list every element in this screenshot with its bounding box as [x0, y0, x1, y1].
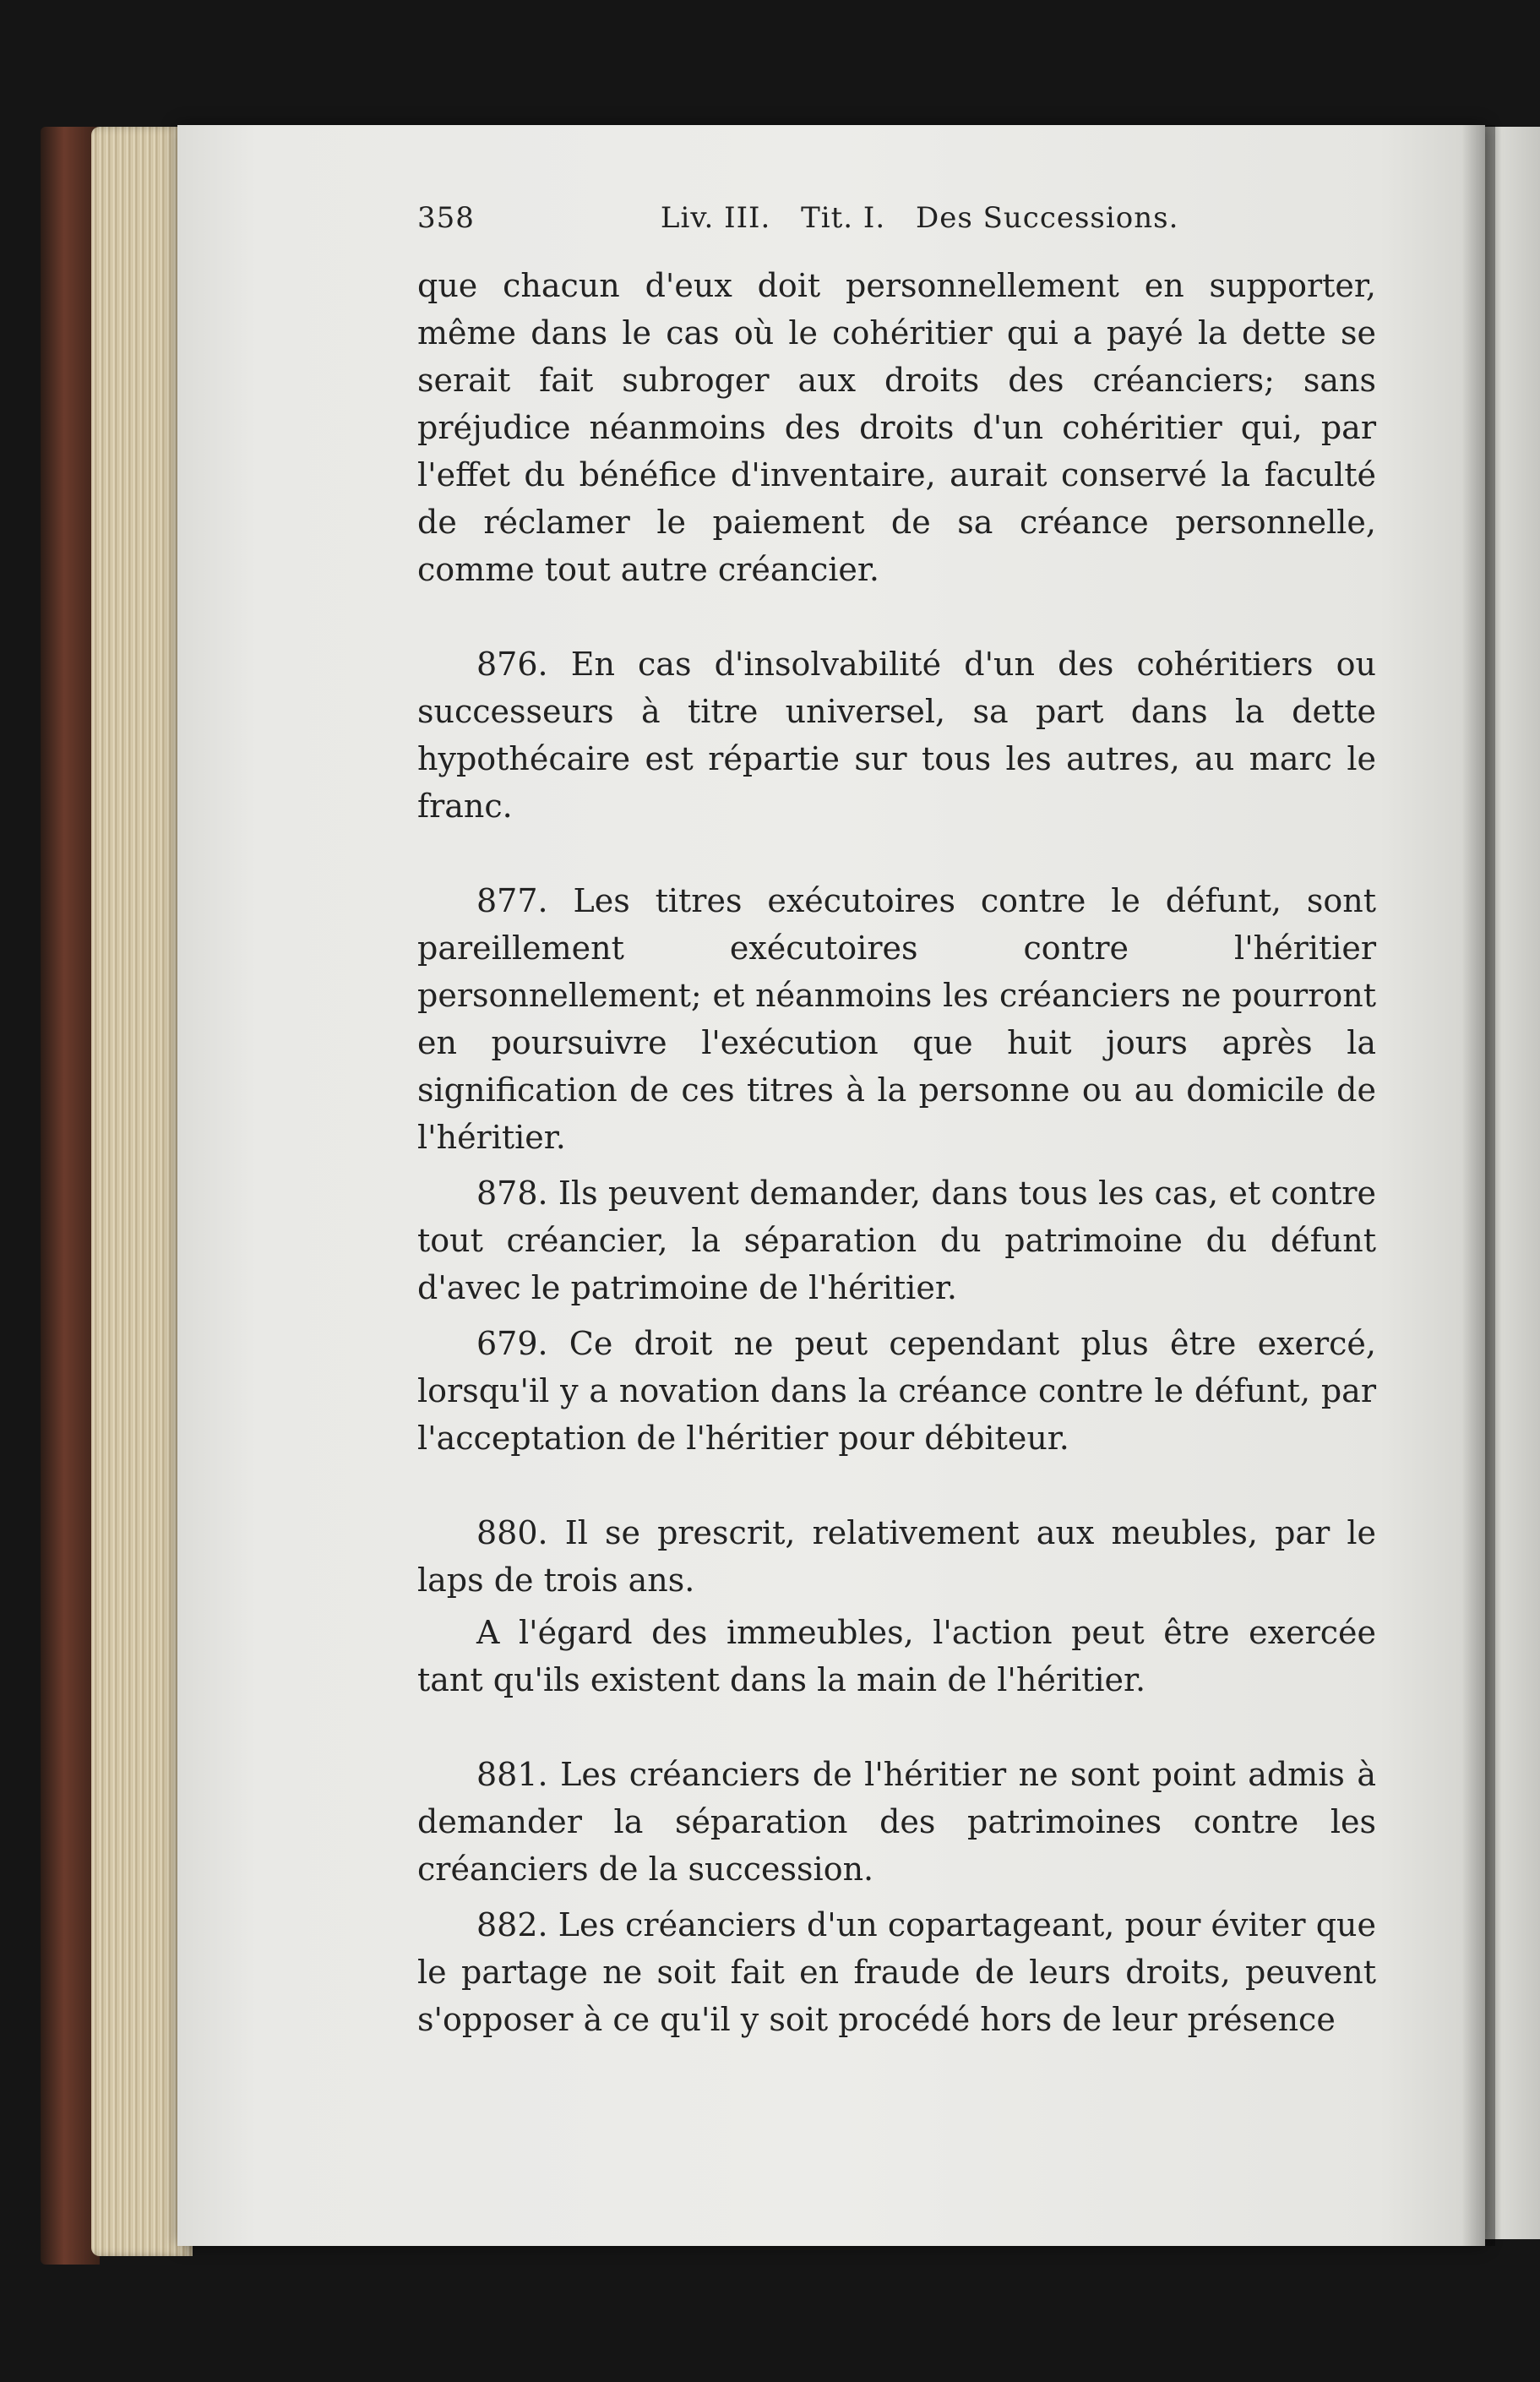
- gutter-shadow: [1461, 125, 1495, 2246]
- article-876: 876. En cas d'insolvabilité d'un des cohéritiers ou successeurs à titre universel, sa part dans la dette hypothécaire est répartie sur tous les autres, au marc le franc.: [417, 646, 1376, 825]
- article-881: 881. Les créanciers de l'héritier ne sont point admis à demander la séparation des patrimoines contre les créanciers de la succession.: [417, 1756, 1376, 1888]
- article-880: 880. Il se prescrit, relativement aux meubles, par le laps de trois ans.: [417, 1514, 1376, 1599]
- article-878: 878. Ils peuvent demander, dans tous les cas, et contre tout créancier, la séparation du patrimoine du défunt d'avec le patrimoine de l'héritier.: [417, 1175, 1376, 1306]
- article-877: 877. Les titres exécutoires contre le défunt, sont pareillement exécutoires contre l'héritier personnellement; et néanmoins les créanciers ne pourront en poursuivre l'exécution que huit jours après la signification de ces titres à la personne ou au domicile de l'héritier.: [417, 882, 1376, 1156]
- book-label: Liv. III.: [660, 201, 771, 235]
- article-882: 882. Les créanciers d'un copartageant, pour éviter que le partage ne soit fait en fraude de leurs droits, peuvent s'opposer à ce qu'il y soit procédé hors de leur présence: [417, 1906, 1376, 2038]
- running-header: [417, 194, 1376, 242]
- page-text: [417, 194, 1376, 2043]
- subject-label: Des Successions.: [915, 201, 1179, 235]
- page-number: 358: [417, 201, 475, 235]
- article-879: 679. Ce droit ne peut cependant plus être exercé, lorsqu'il y a novation dans la créance contre le défunt, par l'acceptation de l'héritier pour débiteur.: [417, 1325, 1376, 1457]
- article-880-second-paragraph: A l'égard des immeubles, l'action peut être exercée tant qu'ils existent dans la main de l'héritier.: [417, 1614, 1376, 1698]
- title-label: Tit. I.: [801, 201, 886, 235]
- paragraph-continued: que chacun d'eux doit personnellement en supporter, même dans le cas où le cohéritier qui a payé la dette se serait fait subroger aux droits des créanciers; sans préjudice néanmoins des droits d'un cohéritier qui, par l'effet du bénéfice d'inventaire, aurait conservé la faculté de réclamer le paiement de sa créance personnelle, comme tout autre créancier.: [417, 267, 1376, 588]
- running-title: [661, 194, 1376, 242]
